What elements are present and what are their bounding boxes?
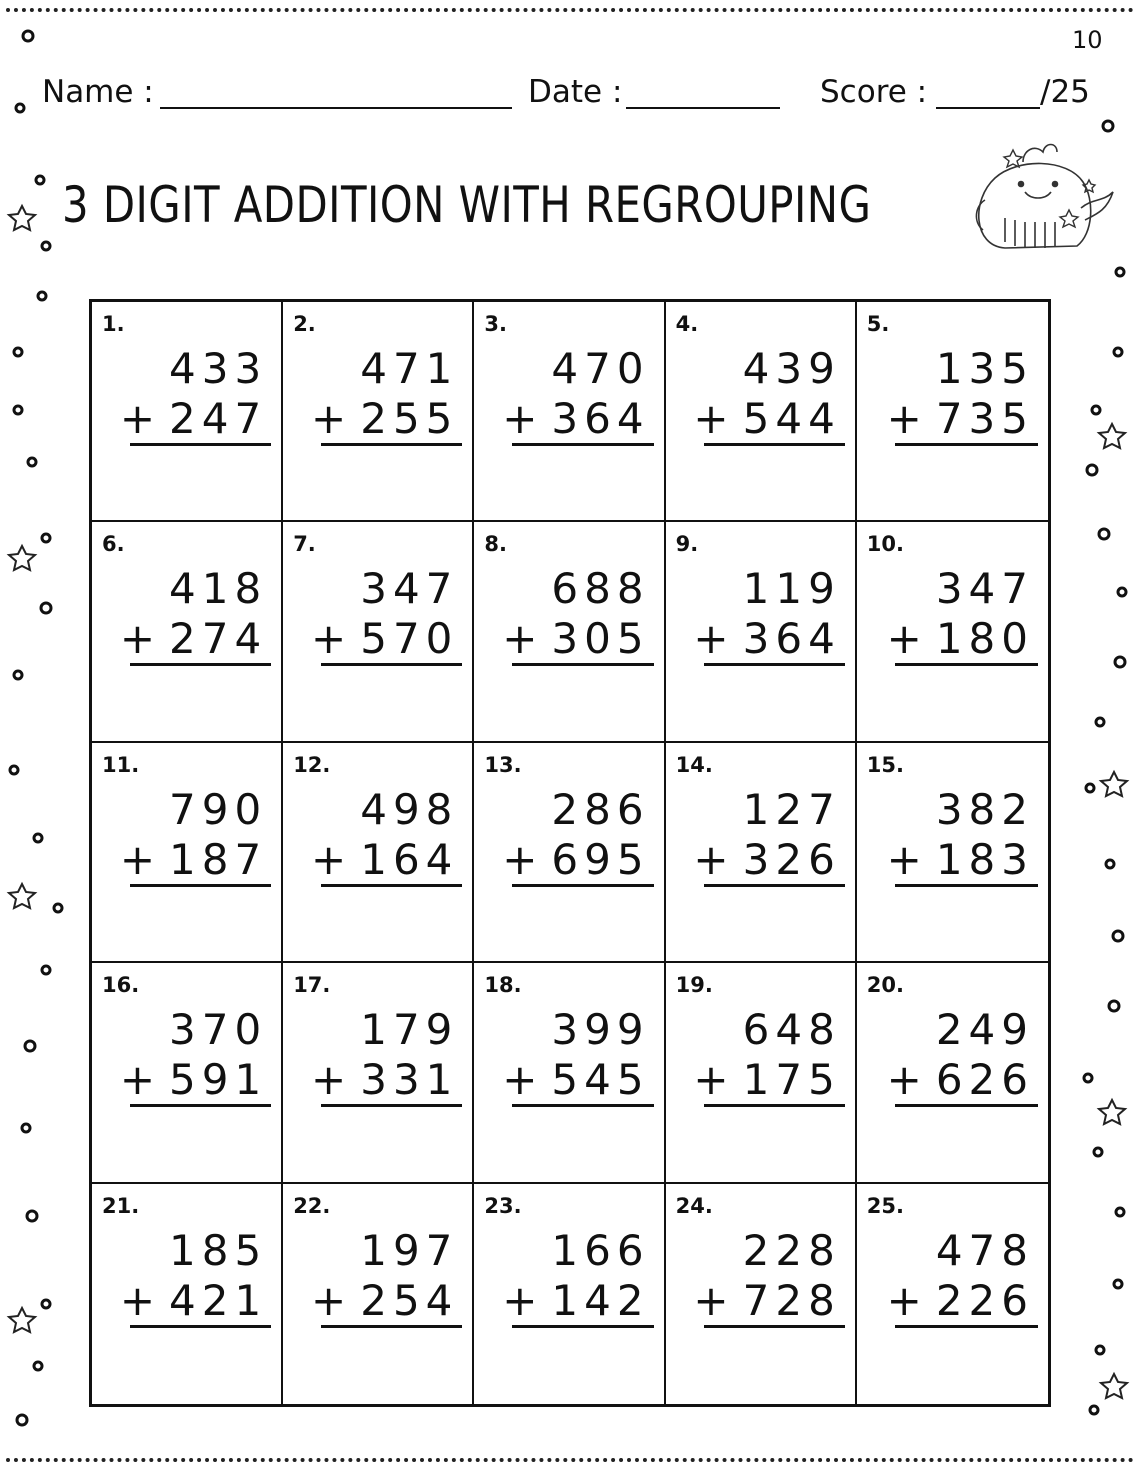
star-icon	[9, 206, 35, 230]
problem-cell[interactable]	[857, 302, 1048, 522]
plus-sign: +	[311, 1275, 347, 1325]
addend-bottom-row	[502, 835, 649, 884]
page-number: 10	[1072, 26, 1103, 54]
addend-bottom: 274	[169, 614, 268, 664]
addend-top: 370	[169, 1005, 268, 1055]
answer-line	[321, 663, 462, 666]
addend-bottom-row	[693, 1276, 840, 1325]
addend-bottom-row	[502, 1276, 649, 1325]
addend-bottom-row	[693, 1055, 840, 1104]
plus-sign: +	[119, 394, 156, 443]
addend-top: 185	[169, 1225, 268, 1275]
answer-line	[704, 884, 845, 887]
problem-cell[interactable]	[283, 522, 474, 742]
plus-sign: +	[502, 1275, 538, 1325]
answer-line	[512, 443, 653, 446]
addend-bottom: 545	[551, 1055, 650, 1105]
answer-line	[130, 1325, 271, 1328]
answer-line	[321, 1325, 462, 1328]
addend-top: 648	[742, 1005, 841, 1055]
problem-number: 6.	[102, 532, 125, 557]
plus-sign: +	[693, 614, 729, 664]
addend-bottom: 247	[169, 394, 268, 443]
top-dotted-border	[6, 8, 1134, 12]
answer-line	[130, 663, 271, 666]
problem-cell[interactable]	[92, 1184, 283, 1404]
problem-cell[interactable]	[283, 302, 474, 522]
addend-top: 347	[360, 564, 459, 614]
addend-top: 119	[742, 564, 841, 614]
answer-line	[704, 1325, 845, 1328]
plus-sign: +	[311, 394, 347, 443]
addend-top: 228	[742, 1225, 841, 1275]
addend-bottom: 695	[551, 834, 650, 884]
name-field[interactable]	[160, 107, 512, 109]
addend-bottom: 142	[551, 1275, 650, 1325]
problem-number: 17.	[293, 973, 331, 998]
addend-bottom-row	[887, 394, 1034, 443]
plus-sign: +	[311, 614, 347, 664]
problem-cell[interactable]	[92, 963, 283, 1183]
addend-top: 471	[360, 344, 459, 393]
problem-cell[interactable]	[283, 1184, 474, 1404]
problem-cell[interactable]	[92, 743, 283, 963]
problem-cell[interactable]	[474, 743, 665, 963]
star-icon	[9, 1308, 35, 1332]
addend-top: 286	[551, 784, 650, 834]
addend-bottom: 570	[360, 614, 459, 664]
score-total: /25	[1040, 74, 1090, 110]
addend-bottom: 187	[169, 834, 268, 884]
problem-number: 3.	[484, 312, 507, 336]
answer-line	[704, 663, 845, 666]
addend-bottom: 331	[360, 1055, 459, 1105]
answer-line	[704, 443, 845, 446]
problem-cell[interactable]	[857, 522, 1048, 742]
problem-number: 10.	[866, 532, 904, 557]
whale-icon	[965, 130, 1120, 258]
problem-cell[interactable]	[92, 522, 283, 742]
problem-number: 19.	[675, 973, 713, 998]
addend-bottom-row	[311, 1276, 458, 1325]
plus-sign: +	[502, 1055, 538, 1105]
plus-sign: +	[886, 1275, 922, 1325]
star-icon	[1101, 772, 1127, 796]
answer-line	[512, 663, 653, 666]
addend-top: 688	[551, 564, 650, 614]
plus-sign: +	[311, 834, 347, 884]
problem-cell[interactable]	[474, 522, 665, 742]
star-icon	[1099, 424, 1125, 448]
plus-sign: +	[693, 394, 729, 443]
star-icon	[1099, 1100, 1125, 1124]
addend-top: 478	[935, 1225, 1034, 1275]
addend-top: 498	[360, 784, 459, 834]
star-icon	[1101, 1374, 1127, 1398]
problem-number: 5.	[866, 312, 890, 336]
addend-top: 382	[935, 784, 1034, 834]
problem-number: 22.	[293, 1193, 331, 1218]
addend-bottom-row	[120, 1055, 267, 1104]
addend-bottom: 175	[742, 1055, 841, 1105]
problem-cell[interactable]	[283, 743, 474, 963]
plus-sign: +	[886, 614, 922, 664]
problem-number: 8.	[484, 532, 507, 557]
plus-sign: +	[502, 394, 538, 443]
plus-sign: +	[502, 834, 538, 884]
problem-cell[interactable]	[92, 302, 283, 522]
addend-bottom-row	[120, 614, 267, 663]
addend-bottom-row	[311, 1055, 458, 1104]
bottom-dotted-border	[6, 1458, 1134, 1462]
answer-line	[512, 1104, 653, 1107]
answer-line	[321, 884, 462, 887]
problem-number: 16.	[102, 973, 140, 998]
problem-number: 11.	[102, 752, 140, 777]
plus-sign: +	[693, 1055, 729, 1105]
addend-bottom-row	[502, 614, 649, 663]
problem-number: 14.	[675, 752, 713, 777]
plus-sign: +	[693, 834, 729, 884]
date-label: Date :	[528, 74, 623, 110]
problem-cell[interactable]	[666, 743, 857, 963]
plus-sign: +	[119, 834, 156, 884]
problem-number: 4.	[675, 312, 699, 336]
answer-line	[321, 1104, 462, 1107]
addend-top: 439	[742, 344, 841, 393]
addend-bottom-row	[502, 1055, 649, 1104]
problem-cell[interactable]	[666, 963, 857, 1183]
plus-sign: +	[886, 394, 922, 443]
addend-bottom-row	[311, 614, 458, 663]
problem-number: 18.	[484, 973, 522, 998]
addend-top: 790	[169, 784, 268, 834]
addend-bottom-row	[693, 614, 840, 663]
plus-sign: +	[886, 834, 922, 884]
plus-sign: +	[886, 1055, 922, 1105]
addend-top: 418	[169, 564, 268, 614]
addend-bottom-row	[887, 1276, 1034, 1325]
addend-bottom-row	[887, 835, 1034, 884]
plus-sign: +	[119, 614, 156, 664]
problem-number: 12.	[293, 752, 331, 777]
addend-bottom: 544	[742, 394, 841, 443]
problem-cell[interactable]	[283, 963, 474, 1183]
addend-bottom-row	[693, 394, 840, 443]
answer-line	[130, 884, 271, 887]
addend-bottom: 364	[551, 394, 650, 443]
problem-cell[interactable]	[474, 302, 665, 522]
answer-line	[130, 1104, 271, 1107]
problem-cell[interactable]	[666, 302, 857, 522]
addend-top: 127	[742, 784, 841, 834]
answer-line	[895, 1104, 1038, 1107]
addend-bottom-row	[887, 1055, 1034, 1104]
addend-bottom: 164	[360, 834, 459, 884]
addend-top: 166	[551, 1225, 650, 1275]
addend-bottom-row	[311, 394, 458, 443]
problem-number: 25.	[866, 1193, 904, 1218]
problem-grid	[89, 299, 1051, 1407]
addend-bottom: 735	[935, 394, 1034, 443]
addend-top: 470	[551, 344, 650, 393]
plus-sign: +	[693, 1275, 729, 1325]
problem-cell[interactable]	[857, 1184, 1048, 1404]
addend-bottom: 254	[360, 1275, 459, 1325]
addend-top: 347	[935, 564, 1034, 614]
answer-line	[895, 663, 1038, 666]
problem-number: 24.	[675, 1193, 713, 1218]
addend-bottom: 591	[169, 1055, 268, 1105]
addend-bottom: 180	[935, 614, 1034, 664]
problem-number: 13.	[484, 752, 522, 777]
plus-sign: +	[502, 614, 538, 664]
addend-bottom-row	[311, 835, 458, 884]
problem-cell[interactable]	[474, 963, 665, 1183]
name-label: Name :	[42, 74, 154, 110]
addend-bottom: 255	[360, 394, 459, 443]
addend-bottom: 226	[935, 1275, 1034, 1325]
addend-bottom: 326	[742, 834, 841, 884]
addend-top: 179	[360, 1005, 459, 1055]
answer-line	[130, 443, 271, 446]
star-icon	[9, 546, 35, 570]
problem-number: 1.	[102, 312, 125, 336]
plus-sign: +	[311, 1055, 347, 1105]
problem-number: 7.	[293, 532, 316, 557]
problem-cell[interactable]	[666, 1184, 857, 1404]
addend-top: 433	[169, 344, 268, 393]
answer-line	[895, 884, 1038, 887]
problem-number: 20.	[866, 973, 904, 998]
answer-line	[704, 1104, 845, 1107]
addend-top: 399	[551, 1005, 650, 1055]
addend-bottom: 626	[935, 1055, 1034, 1105]
addend-bottom: 183	[935, 834, 1034, 884]
answer-line	[512, 884, 653, 887]
addend-bottom: 728	[742, 1275, 841, 1325]
plus-sign: +	[119, 1055, 156, 1105]
addend-bottom-row	[120, 1276, 267, 1325]
addend-bottom-row	[693, 835, 840, 884]
addend-bottom-row	[120, 835, 267, 884]
score-field[interactable]	[936, 107, 1040, 109]
star-icon	[9, 884, 35, 908]
addend-bottom: 364	[742, 614, 841, 664]
date-field[interactable]	[626, 107, 780, 109]
addend-bottom-row	[502, 394, 649, 443]
answer-line	[895, 1325, 1038, 1328]
addend-top: 249	[935, 1005, 1034, 1055]
problem-number: 15.	[866, 752, 904, 777]
addend-bottom: 421	[169, 1275, 268, 1325]
problem-number: 9.	[675, 532, 699, 557]
problem-number: 2.	[293, 312, 316, 336]
problem-cell[interactable]	[857, 963, 1048, 1183]
addend-bottom-row	[120, 394, 267, 443]
problem-cell[interactable]	[857, 743, 1048, 963]
problem-number: 21.	[102, 1193, 140, 1218]
problem-cell[interactable]	[474, 1184, 665, 1404]
score-label: Score :	[820, 74, 928, 110]
addend-top: 197	[360, 1225, 459, 1275]
worksheet-title: 3 DIGIT ADDITION WITH REGROUPING	[62, 176, 872, 234]
answer-line	[512, 1325, 653, 1328]
answer-line	[895, 443, 1038, 446]
problem-number: 23.	[484, 1193, 522, 1218]
addend-bottom-row	[887, 614, 1034, 663]
problem-cell[interactable]	[666, 522, 857, 742]
answer-line	[321, 443, 462, 446]
plus-sign: +	[119, 1275, 156, 1325]
addend-bottom: 305	[551, 614, 650, 664]
addend-top: 135	[935, 344, 1034, 393]
